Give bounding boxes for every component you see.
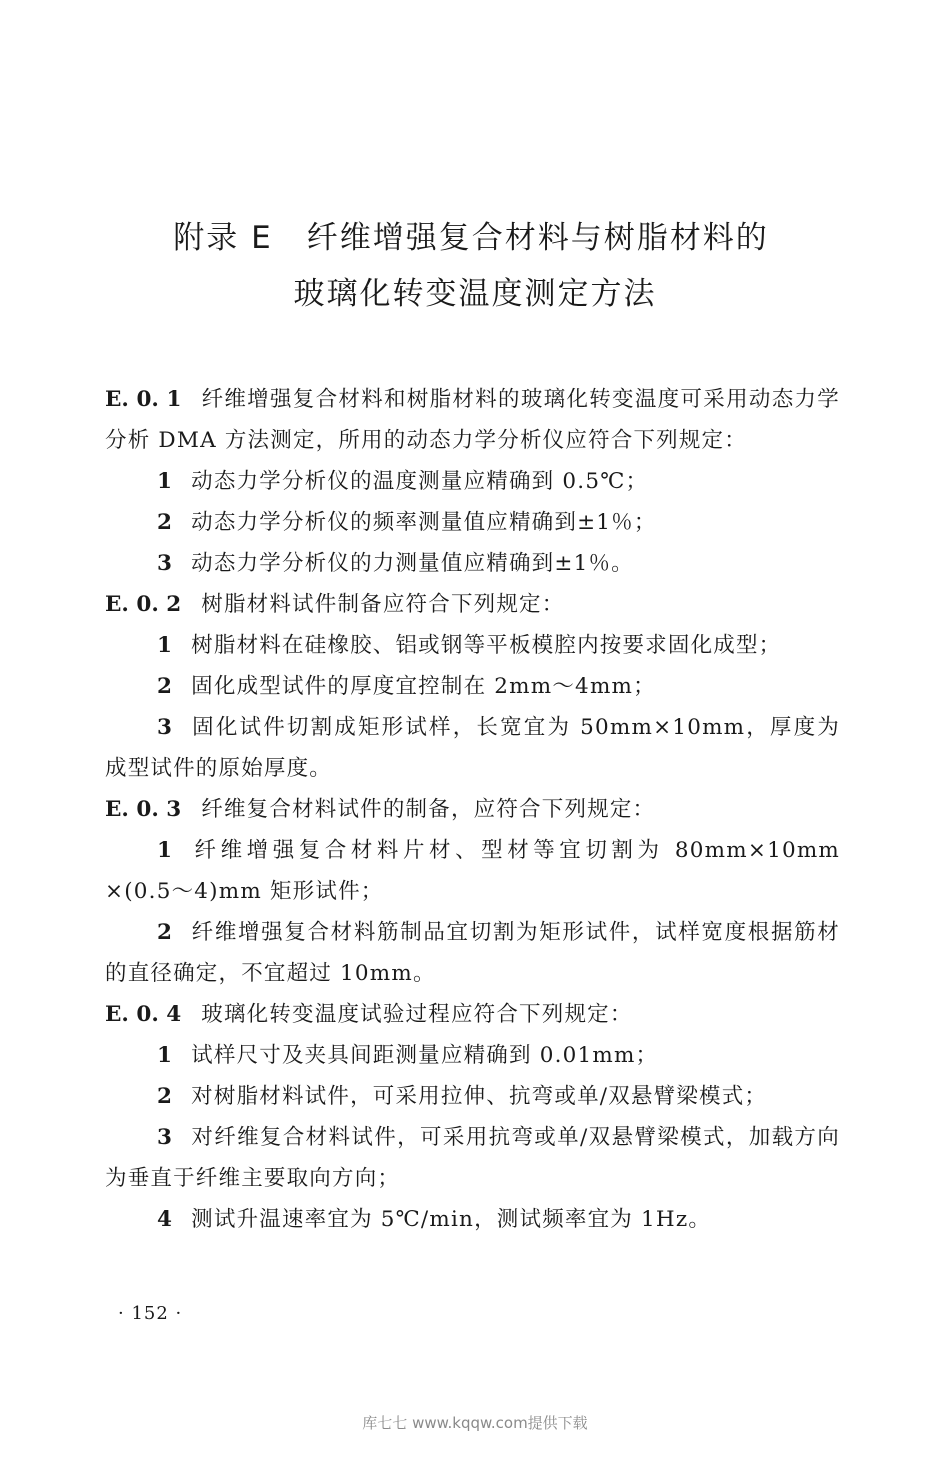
clause-text: 树脂材料试件制备应符合下列规定： — [201, 592, 565, 617]
title-line-2: 玻璃化转变温度测定方法 — [293, 276, 657, 312]
item-text: 树脂材料在硅橡胶、铝或钢等平板模腔内按要求固化成型； — [191, 633, 782, 658]
title-line-1 — [0, 210, 946, 266]
clause-number: E. 0. 2 — [105, 592, 182, 617]
list-item — [105, 1035, 840, 1076]
clause-text: 纤维增强复合材料和树脂材料的玻璃化转变温度可采用动态力学分析 DMA 方法测定，所用的动态力学分析仪应符合下列规定： — [105, 387, 841, 453]
item-text: 动态力学分析仪的力测量值应精确到±1％。 — [191, 551, 634, 576]
download-watermark: 库七七 www.kqqw.com提供下载 — [362, 1414, 588, 1432]
item-number: 3 — [157, 715, 174, 740]
item-number: 4 — [157, 1207, 174, 1232]
list-item — [105, 625, 840, 666]
item-number: 2 — [157, 1084, 174, 1109]
item-number: 3 — [157, 1125, 174, 1150]
clause-number: E. 0. 3 — [105, 797, 182, 822]
item-text: 固化成型试件的厚度宜控制在 2mm～4mm； — [191, 674, 656, 699]
item-number: 1 — [157, 1043, 174, 1068]
item-text: 纤维增强复合材料片材、型材等宜切割为 80mm×10mm ×(0.5～4)mm 矩形试件； — [105, 838, 840, 904]
list-item — [105, 1199, 840, 1240]
item-text: 对树脂材料试件，可采用拉伸、抗弯或单/双悬臂梁模式； — [191, 1084, 768, 1109]
item-number: 3 — [157, 551, 174, 576]
clause-e-0-1 — [105, 379, 840, 461]
clause-text: 纤维复合材料试件的制备，应符合下列规定： — [201, 797, 656, 822]
clause-e-0-3 — [105, 789, 840, 830]
item-number: 1 — [157, 838, 174, 863]
item-text: 对纤维复合材料试件，可采用抗弯或单/双悬臂梁模式，加载方向为垂直于纤维主要取向方向； — [105, 1125, 840, 1191]
clause-e-0-4 — [105, 994, 840, 1035]
list-item — [105, 912, 840, 994]
list-item — [105, 1076, 840, 1117]
item-number: 2 — [157, 920, 174, 945]
item-text: 纤维增强复合材料筋制品宜切割为矩形试件，试样宽度根据筋材的直径确定，不宜超过 10mm。 — [105, 920, 840, 986]
item-text: 动态力学分析仪的温度测量应精确到 0.5℃； — [191, 469, 649, 494]
page-number: · 152 · — [118, 1303, 183, 1324]
item-number: 2 — [157, 674, 174, 699]
page-title — [0, 210, 950, 322]
list-item — [105, 1117, 840, 1199]
item-text: 动态力学分析仪的频率测量值应精确到±1％； — [191, 510, 657, 535]
list-item — [105, 707, 840, 789]
item-number: 1 — [157, 469, 174, 494]
clause-e-0-2 — [105, 584, 840, 625]
item-text: 测试升温速率宜为 5℃/min，测试频率宜为 1Hz。 — [191, 1207, 712, 1232]
clause-number: E. 0. 1 — [105, 387, 182, 412]
appendix-label: 附录 E — [173, 220, 273, 256]
list-item — [105, 543, 840, 584]
title-text-line-1: 纤维增强复合材料与树脂材料的 — [306, 220, 769, 256]
clause-text: 玻璃化转变温度试验过程应符合下列规定： — [201, 1002, 633, 1027]
list-item — [105, 830, 840, 912]
list-item — [105, 666, 840, 707]
item-number: 1 — [157, 633, 174, 658]
list-item — [105, 502, 840, 543]
item-number: 2 — [157, 510, 174, 535]
list-item — [105, 461, 840, 502]
item-text: 试样尺寸及夹具间距测量应精确到 0.01mm； — [191, 1043, 659, 1068]
item-text: 固化试件切割成矩形试样，长宽宜为 50mm×10mm，厚度为成型试件的原始厚度。 — [105, 715, 840, 781]
document-body — [105, 379, 840, 1240]
clause-number: E. 0. 4 — [105, 1002, 182, 1027]
